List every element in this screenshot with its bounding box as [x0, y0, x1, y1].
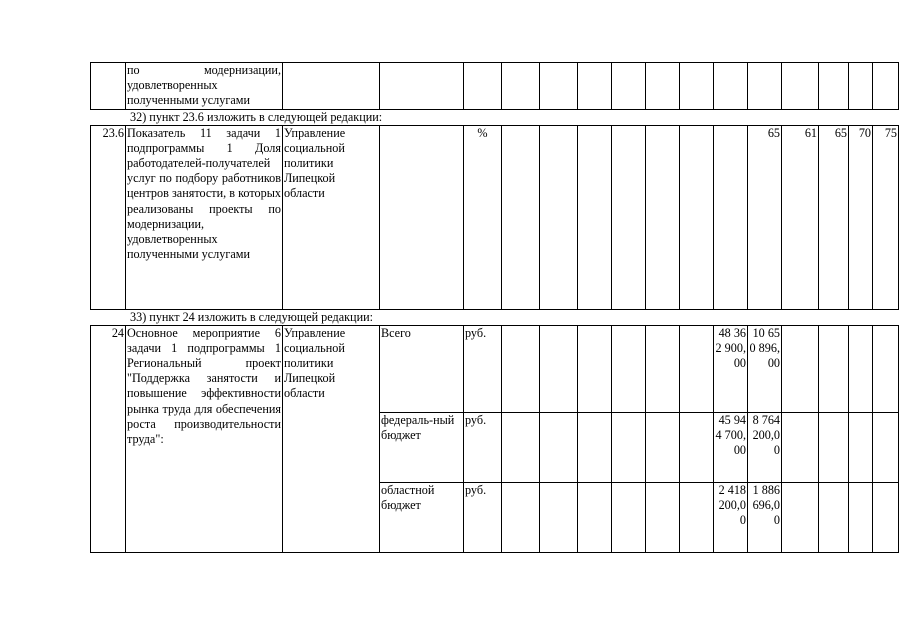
- table-23-6: [90, 125, 899, 310]
- indicator-name: Показатель 11 задачи 1 подпрограммы 1 Доля работодателей-получателей услуг по подбору работников центров занятости, в которых реализованы проекты по модернизации, удовлетворенных полученными услугами: [126, 125, 283, 309]
- value-cell: 75: [873, 125, 899, 309]
- table-continuation: [90, 62, 899, 110]
- value-cell: 61: [782, 125, 819, 309]
- amendment-note-33: 33) пункт 24 изложить в следующей редакции:: [130, 309, 374, 324]
- value-cell: 70: [849, 125, 873, 309]
- executor: Управление социальной политики Липецкой области: [283, 325, 380, 552]
- measure-name: Основное мероприятие 6 задачи 1 подпрограммы 1 Региональный проект "Поддержка занятости и повышение эффективности рынка труда для обеспечения роста производительности труда":: [126, 325, 283, 552]
- row-number: 24: [91, 325, 126, 552]
- text-line: по модернизации,: [127, 63, 281, 77]
- unit: руб.: [464, 325, 502, 412]
- unit: руб.: [464, 482, 502, 552]
- amount-cell: 48 362 900,00: [714, 325, 748, 412]
- unit: %: [464, 125, 502, 309]
- amendment-note-32: 32) пункт 23.6 изложить в следующей редакции:: [130, 109, 383, 124]
- amount-cell: 2 418 200,00: [714, 482, 748, 552]
- text-line: полученными услугами: [127, 93, 251, 108]
- row-number: 23.6: [91, 125, 126, 309]
- amount-cell: 45 944 700,00: [714, 412, 748, 482]
- amount-cell: 10 650 896,00: [748, 325, 782, 412]
- table-row: [91, 325, 899, 412]
- source-label: Всего: [380, 325, 464, 412]
- source-label: федераль-ный бюджет: [380, 412, 464, 482]
- amount-cell: 1 886 696,00: [748, 482, 782, 552]
- value-cell: 65: [748, 125, 782, 309]
- source-label: областной бюджет: [380, 482, 464, 552]
- value-cell: 65: [819, 125, 849, 309]
- unit: руб.: [464, 412, 502, 482]
- amount-cell: 8 764 200,00: [748, 412, 782, 482]
- cell-num: [91, 63, 126, 110]
- executor: Управление социальной политики Липецкой области: [283, 125, 380, 309]
- table-row: [91, 63, 899, 110]
- table-row: [91, 125, 899, 309]
- text-line: удовлетворенных: [127, 78, 218, 93]
- cell-name: [126, 63, 283, 110]
- document-page: [90, 62, 897, 553]
- table-24: [90, 325, 899, 553]
